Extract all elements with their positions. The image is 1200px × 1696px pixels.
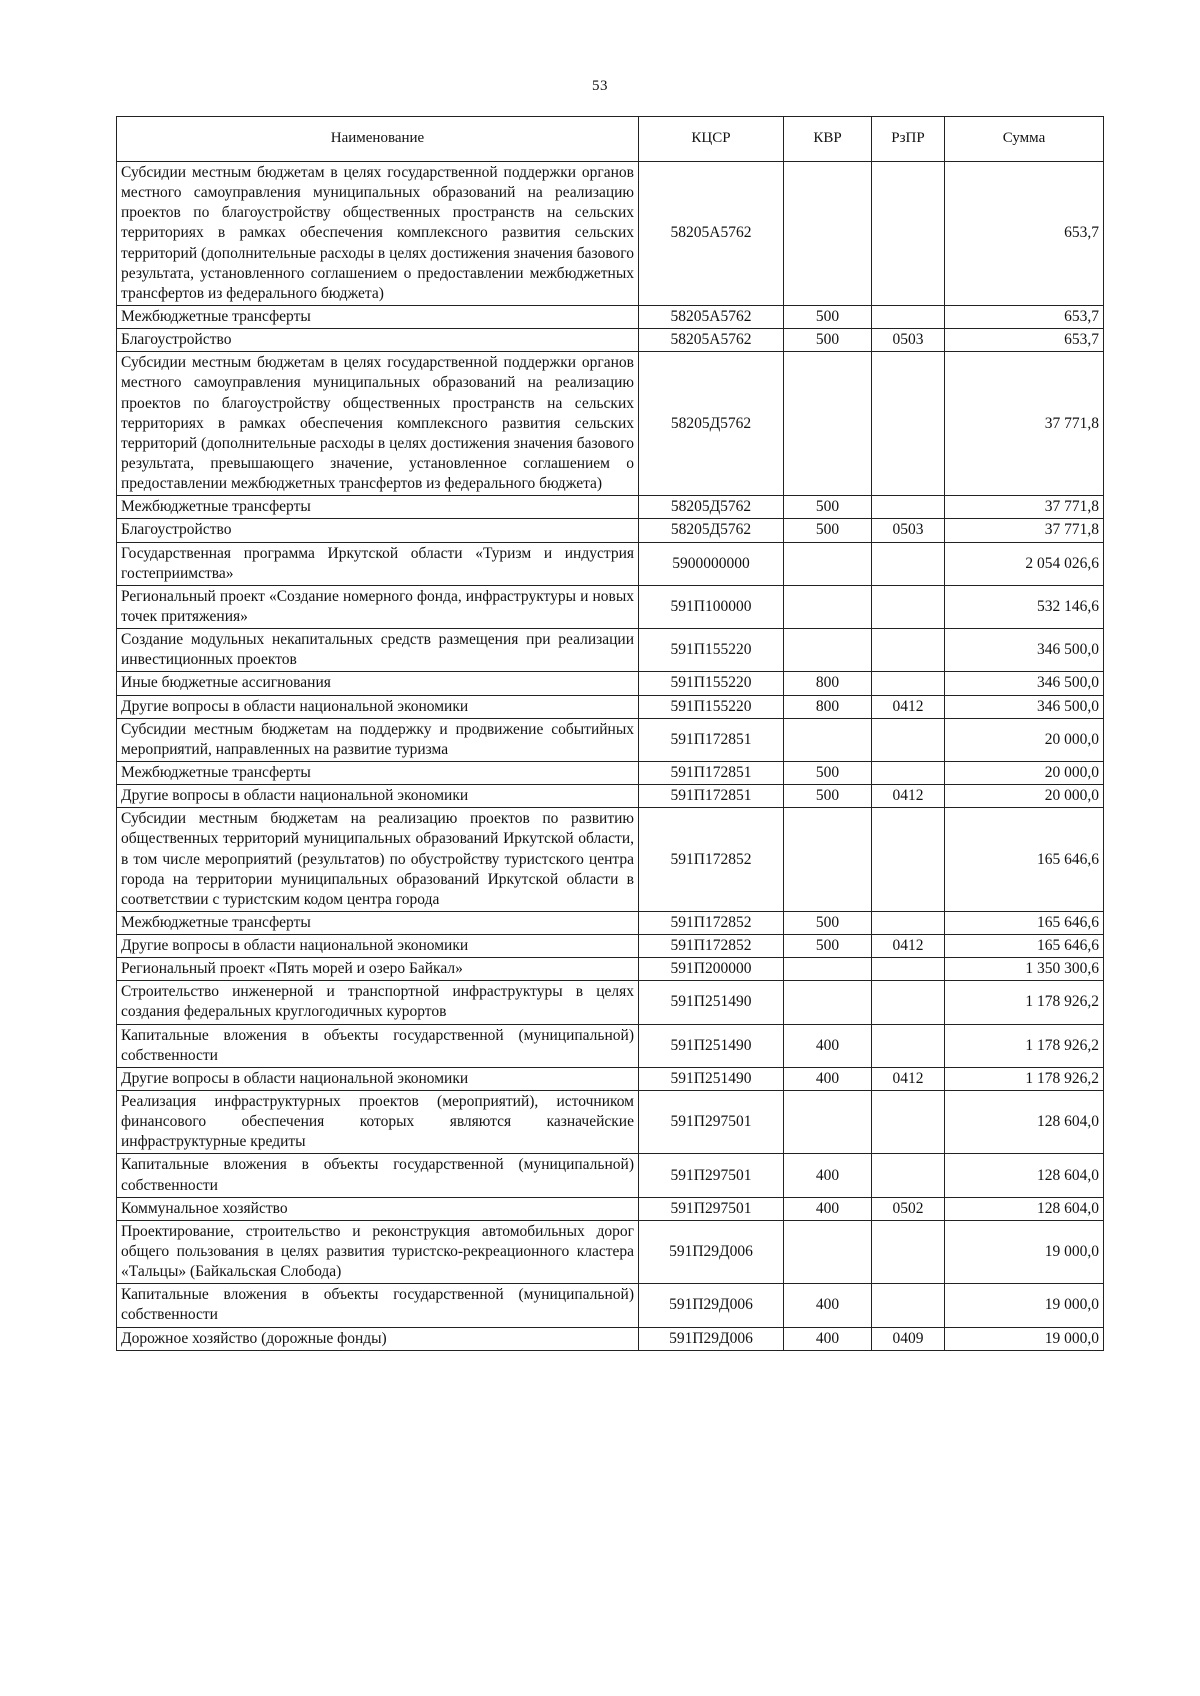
table-row [117,672,1104,695]
cell-name: Строительство инженерной и транспортной инфраструктуры в целях создания федеральных круглогодичных курортов [117,981,639,1024]
cell-sum: 20 000,0 [945,761,1104,784]
cell-rzpr: 0412 [872,785,945,808]
cell-sum: 128 604,0 [945,1091,1104,1154]
cell-name: Реализация инфраструктурных проектов (мероприятий), источником финансового обеспечения которых являются казначейские инфраструктурные кредиты [117,1091,639,1154]
cell-kvr: 500 [784,329,872,352]
cell-sum: 346 500,0 [945,672,1104,695]
cell-kcsr: 591П200000 [639,958,784,981]
cell-rzpr [872,352,945,496]
cell-kvr [784,162,872,306]
header-rzpr: РзПР [872,117,945,162]
cell-rzpr: 0412 [872,695,945,718]
cell-name: Межбюджетные трансферты [117,911,639,934]
page-number: 53 [592,78,608,94]
cell-sum: 165 646,6 [945,911,1104,934]
cell-sum: 532 146,6 [945,585,1104,628]
cell-kvr: 800 [784,672,872,695]
cell-name: Капитальные вложения в объекты государственной (муниципальной) собственности [117,1284,639,1327]
table-row [117,519,1104,542]
table-row [117,305,1104,328]
cell-rzpr [872,981,945,1024]
budget-table [116,116,1104,1351]
cell-kcsr: 591П172851 [639,785,784,808]
cell-rzpr [872,629,945,672]
cell-rzpr [872,1024,945,1067]
cell-rzpr [872,1091,945,1154]
cell-kcsr: 591П251490 [639,1024,784,1067]
cell-rzpr: 0412 [872,935,945,958]
cell-kvr [784,542,872,585]
cell-rzpr: 0412 [872,1067,945,1090]
table-row [117,695,1104,718]
table-row [117,1067,1104,1090]
cell-kvr: 500 [784,519,872,542]
table-row [117,1024,1104,1067]
cell-kcsr: 591П100000 [639,585,784,628]
table-row [117,1154,1104,1197]
cell-sum: 128 604,0 [945,1197,1104,1220]
cell-rzpr [872,1220,945,1283]
cell-rzpr [872,672,945,695]
table-row [117,1220,1104,1283]
cell-kvr: 500 [784,935,872,958]
cell-rzpr [872,162,945,306]
cell-kcsr: 591П172851 [639,761,784,784]
cell-rzpr [872,761,945,784]
cell-name: Межбюджетные трансферты [117,496,639,519]
cell-kvr [784,981,872,1024]
cell-sum: 165 646,6 [945,935,1104,958]
cell-kcsr: 5900000000 [639,542,784,585]
cell-rzpr: 0503 [872,519,945,542]
cell-kvr [784,1220,872,1283]
table-row [117,496,1104,519]
header-sum: Сумма [945,117,1104,162]
cell-kcsr: 591П172852 [639,911,784,934]
table-row [117,981,1104,1024]
cell-name: Субсидии местным бюджетам на реализацию проектов по развитию общественных территорий муниципальных образований Иркутской области, в том числе мероприятий (результатов) по обустройству туристского центра города на территории муниципальных образований Иркутской области в соответствии с туристским кодом центра города [117,808,639,912]
cell-kvr: 400 [784,1197,872,1220]
cell-name: Иные бюджетные ассигнования [117,672,639,695]
header-kvr: КВР [784,117,872,162]
cell-sum: 346 500,0 [945,629,1104,672]
cell-sum: 20 000,0 [945,785,1104,808]
cell-name: Капитальные вложения в объекты государственной (муниципальной) собственности [117,1024,639,1067]
cell-kcsr: 591П172852 [639,808,784,912]
cell-name: Другие вопросы в области национальной экономики [117,935,639,958]
cell-sum: 653,7 [945,162,1104,306]
table-row [117,585,1104,628]
table-body [117,162,1104,1351]
cell-kvr: 500 [784,761,872,784]
cell-kcsr: 58205А5762 [639,329,784,352]
cell-kcsr: 591П297501 [639,1154,784,1197]
table-row [117,958,1104,981]
table-row [117,162,1104,306]
cell-sum: 165 646,6 [945,808,1104,912]
cell-kcsr: 591П297501 [639,1091,784,1154]
cell-kcsr: 591П29Д006 [639,1284,784,1327]
cell-kcsr: 58205А5762 [639,305,784,328]
table-row [117,352,1104,496]
cell-name: Другие вопросы в области национальной экономики [117,695,639,718]
cell-sum: 1 178 926,2 [945,981,1104,1024]
table-row [117,1284,1104,1327]
cell-rzpr [872,1284,945,1327]
table-row [117,785,1104,808]
cell-name: Региональный проект «Пять морей и озеро Байкал» [117,958,639,981]
cell-name: Государственная программа Иркутской области «Туризм и индустрия гостеприимства» [117,542,639,585]
cell-name: Коммунальное хозяйство [117,1197,639,1220]
cell-name: Проектирование, строительство и реконструкция автомобильных дорог общего пользования в целях развития туристско-рекреационного кластера «Тальцы» (Байкальская Слобода) [117,1220,639,1283]
cell-rzpr: 0502 [872,1197,945,1220]
cell-name: Субсидии местным бюджетам в целях государственной поддержки органов местного самоуправления муниципальных образований на реализацию проектов по благоустройству общественных пространств на сельских территориях в рамках обеспечения комплексного развития сельских территорий (дополнительные расходы в целях достижения значения базового результата, превышающего значение, установленное соглашением о предоставлении межбюджетных трансфертов из федерального бюджета) [117,352,639,496]
cell-sum: 653,7 [945,305,1104,328]
cell-kvr [784,958,872,981]
cell-name: Межбюджетные трансферты [117,305,639,328]
cell-sum: 19 000,0 [945,1284,1104,1327]
cell-kvr: 400 [784,1024,872,1067]
cell-name: Другие вопросы в области национальной экономики [117,785,639,808]
header-name: Наименование [117,117,639,162]
cell-kvr [784,352,872,496]
cell-kcsr: 591П172852 [639,935,784,958]
cell-kvr [784,585,872,628]
cell-rzpr [872,958,945,981]
table-row [117,629,1104,672]
cell-kcsr: 591П155220 [639,695,784,718]
cell-sum: 346 500,0 [945,695,1104,718]
table-row [117,1327,1104,1350]
cell-kvr [784,718,872,761]
table-row [117,329,1104,352]
cell-name: Субсидии местным бюджетам в целях государственной поддержки органов местного самоуправления муниципальных образований на реализацию проектов по благоустройству общественных пространств на сельских территориях в рамках обеспечения комплексного развития сельских территорий (дополнительные расходы в целях достижения значения базового результата, установленного соглашением о предоставлении межбюджетных трансфертов из федерального бюджета) [117,162,639,306]
cell-kcsr: 591П29Д006 [639,1220,784,1283]
cell-name: Другие вопросы в области национальной экономики [117,1067,639,1090]
cell-rzpr [872,1154,945,1197]
cell-kvr: 400 [784,1154,872,1197]
cell-sum: 1 350 300,6 [945,958,1104,981]
cell-kcsr: 591П29Д006 [639,1327,784,1350]
table-row [117,935,1104,958]
cell-name: Межбюджетные трансферты [117,761,639,784]
cell-kcsr: 591П297501 [639,1197,784,1220]
table-row [117,718,1104,761]
cell-sum: 2 054 026,6 [945,542,1104,585]
cell-name: Капитальные вложения в объекты государственной (муниципальной) собственности [117,1154,639,1197]
cell-kvr: 400 [784,1327,872,1350]
cell-sum: 19 000,0 [945,1327,1104,1350]
cell-kvr [784,629,872,672]
cell-sum: 20 000,0 [945,718,1104,761]
cell-sum: 1 178 926,2 [945,1067,1104,1090]
cell-kcsr: 58205Д5762 [639,496,784,519]
table-row [117,761,1104,784]
cell-kvr: 800 [784,695,872,718]
cell-rzpr [872,911,945,934]
cell-rzpr [872,542,945,585]
cell-rzpr [872,496,945,519]
cell-sum: 128 604,0 [945,1154,1104,1197]
header-kcsr: КЦСР [639,117,784,162]
cell-kvr: 500 [784,785,872,808]
cell-rzpr [872,585,945,628]
cell-name: Благоустройство [117,329,639,352]
table-row [117,911,1104,934]
cell-sum: 19 000,0 [945,1220,1104,1283]
cell-kvr: 500 [784,305,872,328]
cell-kcsr: 58205Д5762 [639,352,784,496]
cell-kcsr: 591П155220 [639,629,784,672]
cell-kcsr: 591П155220 [639,672,784,695]
cell-kvr: 400 [784,1067,872,1090]
cell-kcsr: 591П251490 [639,1067,784,1090]
table-row [117,1197,1104,1220]
cell-rzpr [872,808,945,912]
cell-kcsr: 591П172851 [639,718,784,761]
cell-kcsr: 591П251490 [639,981,784,1024]
table-row [117,542,1104,585]
cell-name: Дорожное хозяйство (дорожные фонды) [117,1327,639,1350]
cell-kvr: 500 [784,911,872,934]
table-row [117,808,1104,912]
cell-kvr: 400 [784,1284,872,1327]
cell-kcsr: 58205А5762 [639,162,784,306]
cell-rzpr [872,718,945,761]
cell-name: Благоустройство [117,519,639,542]
cell-sum: 653,7 [945,329,1104,352]
cell-rzpr: 0503 [872,329,945,352]
cell-kcsr: 58205Д5762 [639,519,784,542]
cell-sum: 37 771,8 [945,496,1104,519]
cell-rzpr: 0409 [872,1327,945,1350]
table-row [117,1091,1104,1154]
cell-rzpr [872,305,945,328]
cell-kvr: 500 [784,496,872,519]
cell-kvr [784,1091,872,1154]
cell-name: Создание модульных некапитальных средств размещения при реализации инвестиционных проектов [117,629,639,672]
cell-name: Субсидии местным бюджетам на поддержку и продвижение событийных мероприятий, направленных на развитие туризма [117,718,639,761]
cell-sum: 37 771,8 [945,352,1104,496]
cell-sum: 1 178 926,2 [945,1024,1104,1067]
cell-sum: 37 771,8 [945,519,1104,542]
table-header-row [117,117,1104,162]
cell-kvr [784,808,872,912]
cell-name: Региональный проект «Создание номерного фонда, инфраструктуры и новых точек притяжения» [117,585,639,628]
